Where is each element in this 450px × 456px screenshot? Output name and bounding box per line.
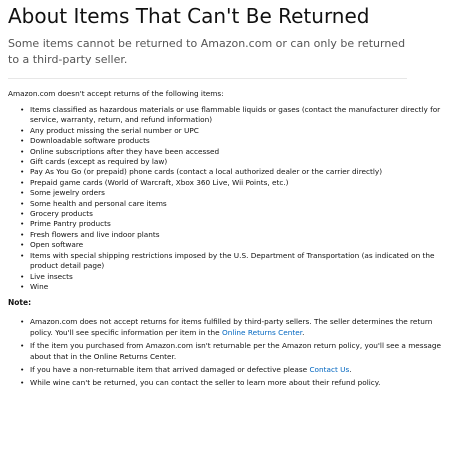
list-item: • Any product missing the serial number or UPC: [30, 126, 442, 136]
note-text: Amazon.com does not accept returns for items fulfilled by third-party sellers. The seller determines the return policy. You'll see specific information per item in the: [30, 317, 433, 338]
list-item: • Downloadable software products: [30, 136, 442, 146]
list-item: • Prime Pantry products: [30, 219, 442, 229]
list-item: • Some health and personal care items: [30, 199, 442, 209]
page-subtitle: Some items cannot be returned to Amazon.com or can only be returned to a third-party seller.: [8, 37, 406, 66]
list-item: • Gift cards (except as required by law): [30, 157, 442, 167]
non-returnable-items-list: [8, 105, 442, 292]
notes-list: [8, 316, 442, 388]
note-item-damaged: [30, 364, 442, 375]
list-item: • Prepaid game cards (World of Warcraft, Xbox 360 Live, Wii Points, etc.): [30, 178, 442, 188]
note-text: If you have a non-returnable item that arrived damaged or defective please: [30, 365, 310, 375]
list-item: • Open software: [30, 240, 442, 250]
note-text: While wine can't be returned, you can contact the seller to learn more about their refund policy.: [30, 378, 381, 388]
section-divider: [8, 78, 407, 79]
note-heading: Note:: [8, 298, 32, 308]
list-item: • Wine: [30, 282, 442, 292]
page-title: About Items That Can't Be Returned: [8, 4, 370, 28]
list-item: • Online subscriptions after they have been accessed: [30, 147, 442, 157]
note-item-not-returnable: [30, 340, 442, 362]
list-item: • Items classified as hazardous materials or use flammable liquids or gases (contact the manufacturer directly for service, warranty, return, and refund information): [30, 105, 442, 126]
list-item: • Live insects: [30, 272, 442, 282]
note-punctuation: .: [302, 328, 305, 338]
list-item: • Items with special shipping restrictions imposed by the U.S. Department of Transportation (as indicated on the product detail page): [30, 251, 442, 272]
intro-text: Amazon.com doesn't accept returns of the following items:: [8, 89, 224, 98]
contact-us-link[interactable]: Contact Us: [309, 365, 350, 375]
note-text: If the item you purchased from Amazon.com isn't returnable per the Amazon return policy, you'll see a message about that in the Online Returns Center.: [30, 341, 441, 362]
list-item: • Pay As You Go (or prepaid) phone cards (contact a local authorized dealer or the carrier directly): [30, 167, 442, 177]
online-returns-center-link[interactable]: Online Returns Center: [221, 328, 303, 338]
note-punctuation: .: [349, 365, 352, 375]
note-item-wine: [30, 377, 442, 388]
list-item: • Some jewelry orders: [30, 188, 442, 198]
note-item-third-party: [30, 316, 442, 338]
list-item: • Fresh flowers and live indoor plants: [30, 230, 442, 240]
list-item: • Grocery products: [30, 209, 442, 219]
